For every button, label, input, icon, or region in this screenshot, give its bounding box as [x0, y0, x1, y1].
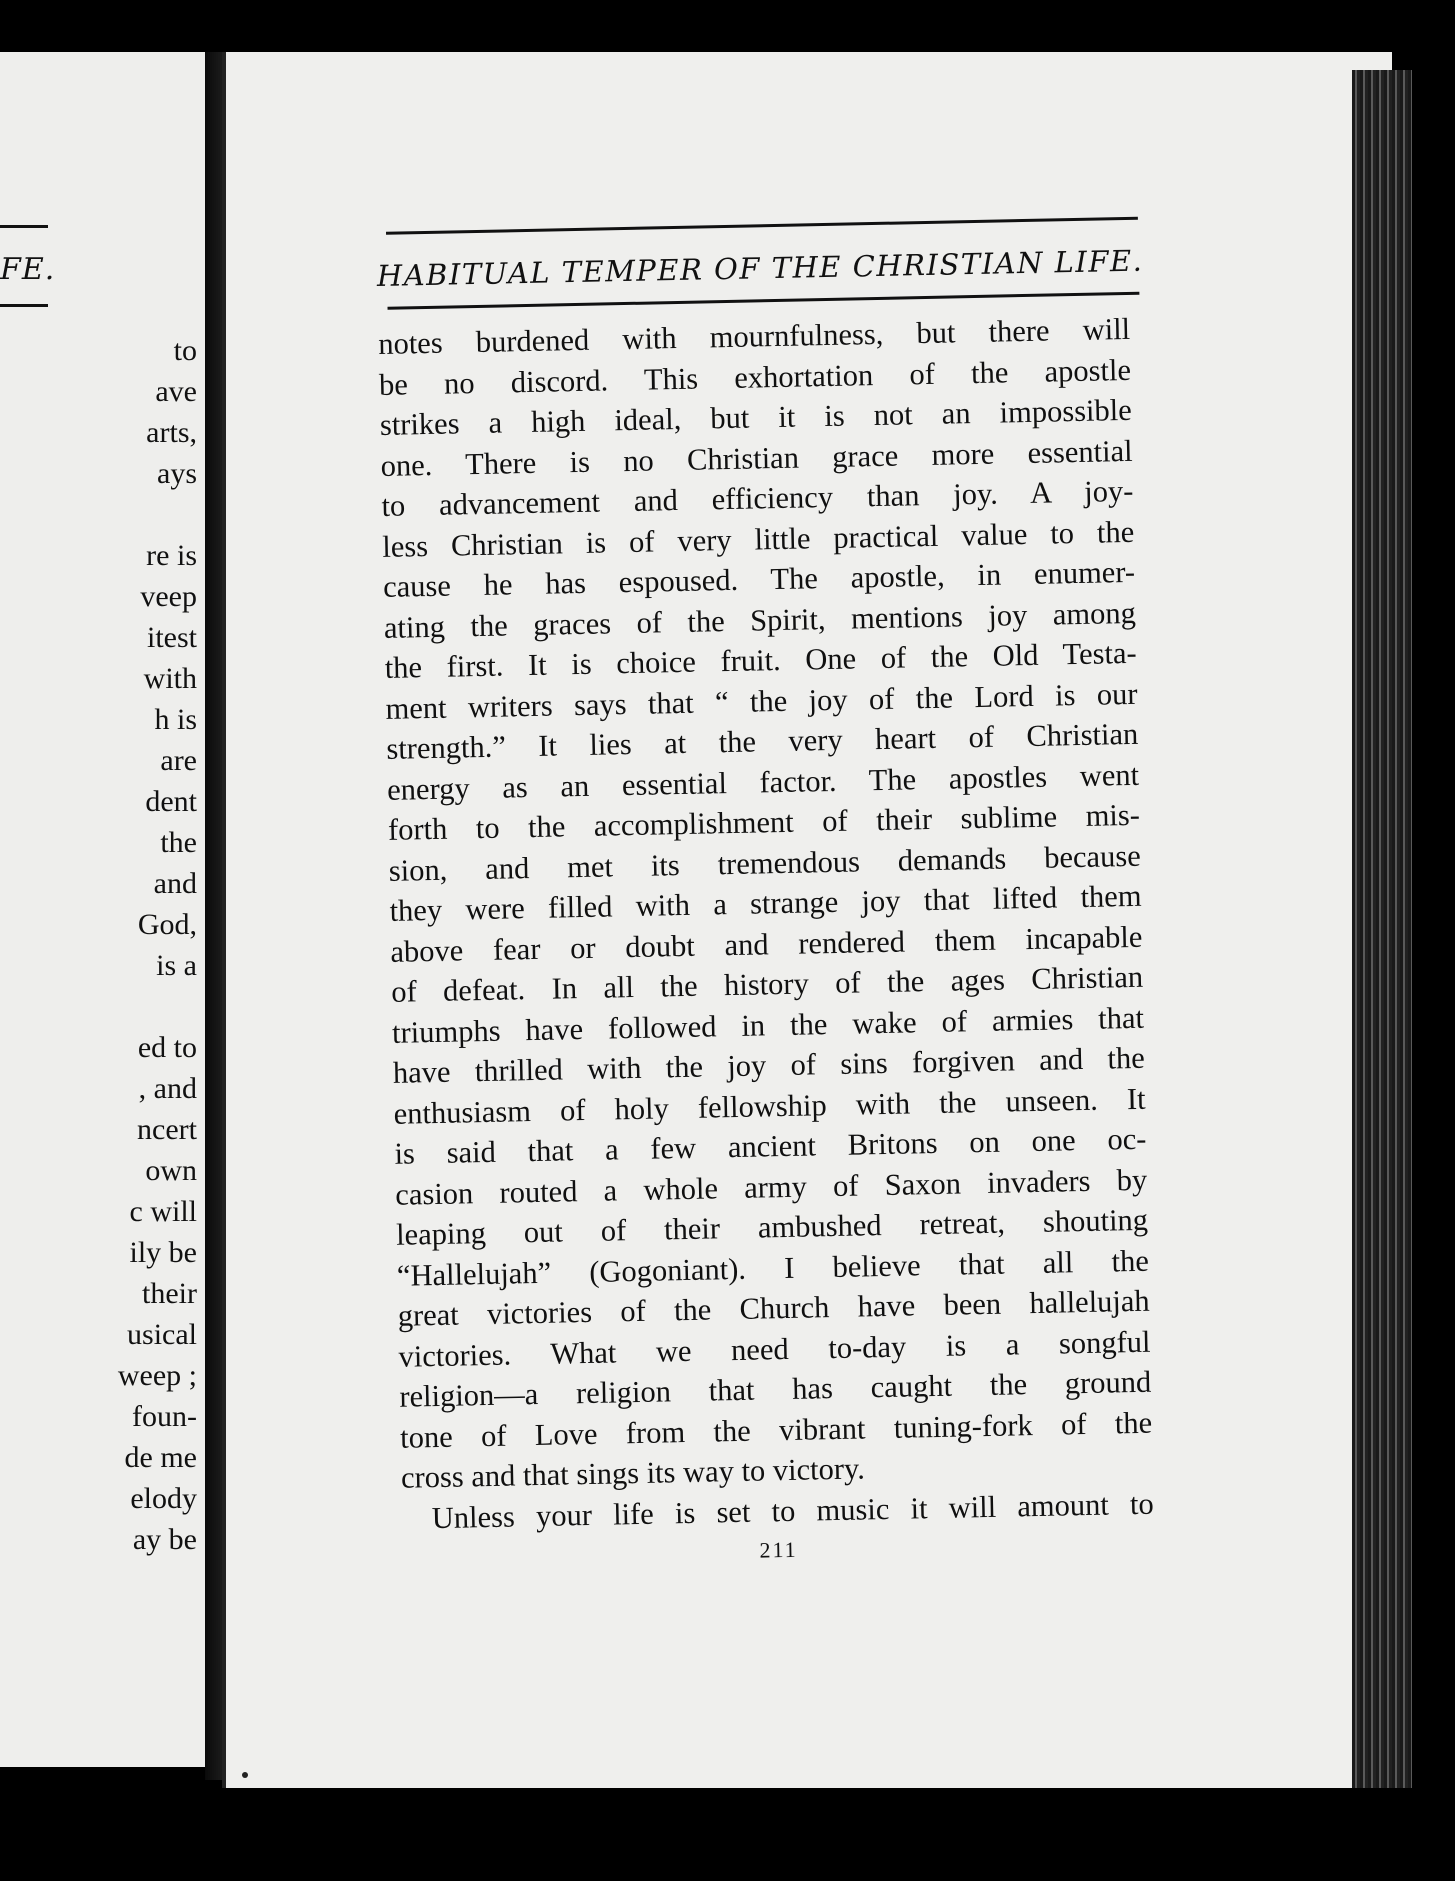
text-line: victories. What we need to-day is a songful — [398, 1324, 1151, 1374]
running-head: HABITUAL TEMPER OF THE CHRISTIAN LIFE. — [376, 243, 1144, 293]
text-line: ating the graces of the Spirit, mentions joy among — [383, 595, 1137, 645]
left-line-fragment — [118, 494, 197, 535]
text-line: have thrilled with the joy of sins forgiven and the — [392, 1040, 1146, 1090]
page-number: 211 — [759, 1536, 798, 1563]
text-line: is said that a few ancient Britons on one oc- — [394, 1121, 1147, 1171]
text-line: less Christian is of very little practical value to the — [381, 514, 1135, 564]
left-line-fragment: arts, — [146, 416, 197, 449]
left-line-fragment: their — [142, 1277, 197, 1310]
text-line: strikes a high ideal, but it is not an impossible — [379, 392, 1133, 442]
body-text — [378, 308, 1182, 1538]
header-rule-bottom — [388, 292, 1140, 310]
text-line: ment writers says that “ the joy of the Lord is our — [385, 676, 1138, 726]
left-running-head-fragment: FE. — [0, 252, 56, 287]
text-line: leaping out of their ambushed retreat, shouting — [395, 1202, 1149, 1252]
left-header-rule-bottom — [0, 304, 48, 307]
left-line-fragment: ily be — [129, 1236, 197, 1269]
left-line-fragment: the — [160, 826, 197, 859]
left-line-fragment: dent — [145, 785, 197, 818]
text-line: to advancement and efficiency than joy. A joy- — [381, 473, 1134, 523]
text-line: religion—a religion that has caught the ground — [399, 1364, 1152, 1414]
text-line: they were filled with a strange joy that lifted them — [389, 878, 1142, 928]
left-line-fragment: and — [153, 867, 197, 900]
left-line-fragment: h is — [154, 703, 197, 736]
left-line-fragment: veep — [140, 580, 197, 613]
left-line-fragment: elody — [130, 1482, 197, 1515]
left-line-fragment: is a — [156, 949, 197, 982]
text-line-new-paragraph: Unless your life is set to music it will amount to — [431, 1486, 1155, 1535]
page-content — [376, 216, 1183, 1570]
text-line: above fear or doubt and rendered them incapable — [390, 919, 1143, 969]
left-line-fragment: are — [160, 744, 197, 777]
text-line: energy as an essential factor. The apostles went — [386, 757, 1140, 807]
left-text-fragments — [118, 330, 197, 1560]
left-line-fragment: weep ; — [117, 1359, 197, 1392]
left-line-fragment: ed to — [137, 1031, 197, 1064]
text-line: strength.” It lies at the very heart of Christian — [386, 716, 1139, 766]
header-rule-top — [386, 217, 1138, 235]
left-line-fragment: foun- — [132, 1400, 197, 1433]
left-line-fragment: de me — [124, 1441, 197, 1474]
left-line-fragment — [118, 986, 197, 1027]
page-block-edge — [1352, 70, 1412, 1788]
left-line-fragment: own — [145, 1154, 197, 1187]
text-line: casion routed a whole army of Saxon invaders by — [394, 1162, 1148, 1212]
left-line-fragment: itest — [147, 621, 197, 654]
text-line: cross and that sings its way to victory. — [400, 1451, 866, 1495]
text-line: great victories of the Church have been hallelujah — [397, 1283, 1150, 1333]
dust-speck — [242, 1772, 248, 1778]
left-line-fragment: God, — [137, 908, 197, 941]
text-line: “Hallelujah” (Gogoniant). I believe that all the — [396, 1243, 1150, 1293]
text-line: notes burdened with mournfulness, but there will — [377, 311, 1131, 361]
left-line-fragment: to — [173, 334, 197, 367]
text-line: one. There is no Christian grace more essential — [380, 433, 1133, 483]
current-page — [222, 52, 1392, 1788]
text-line: the first. It is choice fruit. One of the Old Testa- — [384, 635, 1137, 685]
text-line: of defeat. In all the history of the ages Christian — [390, 959, 1144, 1009]
previous-page-fragment — [0, 52, 205, 1767]
text-line: tone of Love from the vibrant tuning-fork of the — [399, 1405, 1153, 1455]
text-line: forth to the accomplishment of their sublime mis- — [387, 797, 1141, 847]
text-line: be no discord. This exhortation of the apostle — [378, 352, 1132, 402]
left-line-fragment: ave — [155, 375, 197, 408]
text-line: cause he has espoused. The apostle, in enumer- — [382, 554, 1136, 604]
left-line-fragment: ncert — [137, 1113, 197, 1146]
left-line-fragment: ays — [157, 457, 197, 490]
text-line: triumphs have followed in the wake of armies that — [391, 1000, 1145, 1050]
left-line-fragment: c will — [129, 1195, 197, 1228]
left-line-fragment: with — [143, 662, 197, 695]
left-line-fragment: ay be — [132, 1523, 197, 1556]
text-line: sion, and met its tremendous demands because — [388, 838, 1142, 888]
left-header-rule-top — [0, 225, 48, 228]
left-line-fragment: usical — [127, 1318, 197, 1351]
left-line-fragment: , and — [138, 1072, 197, 1105]
text-line: enthusiasm of holy fellowship with the unseen. It — [393, 1081, 1146, 1131]
left-line-fragment: re is — [146, 539, 197, 572]
